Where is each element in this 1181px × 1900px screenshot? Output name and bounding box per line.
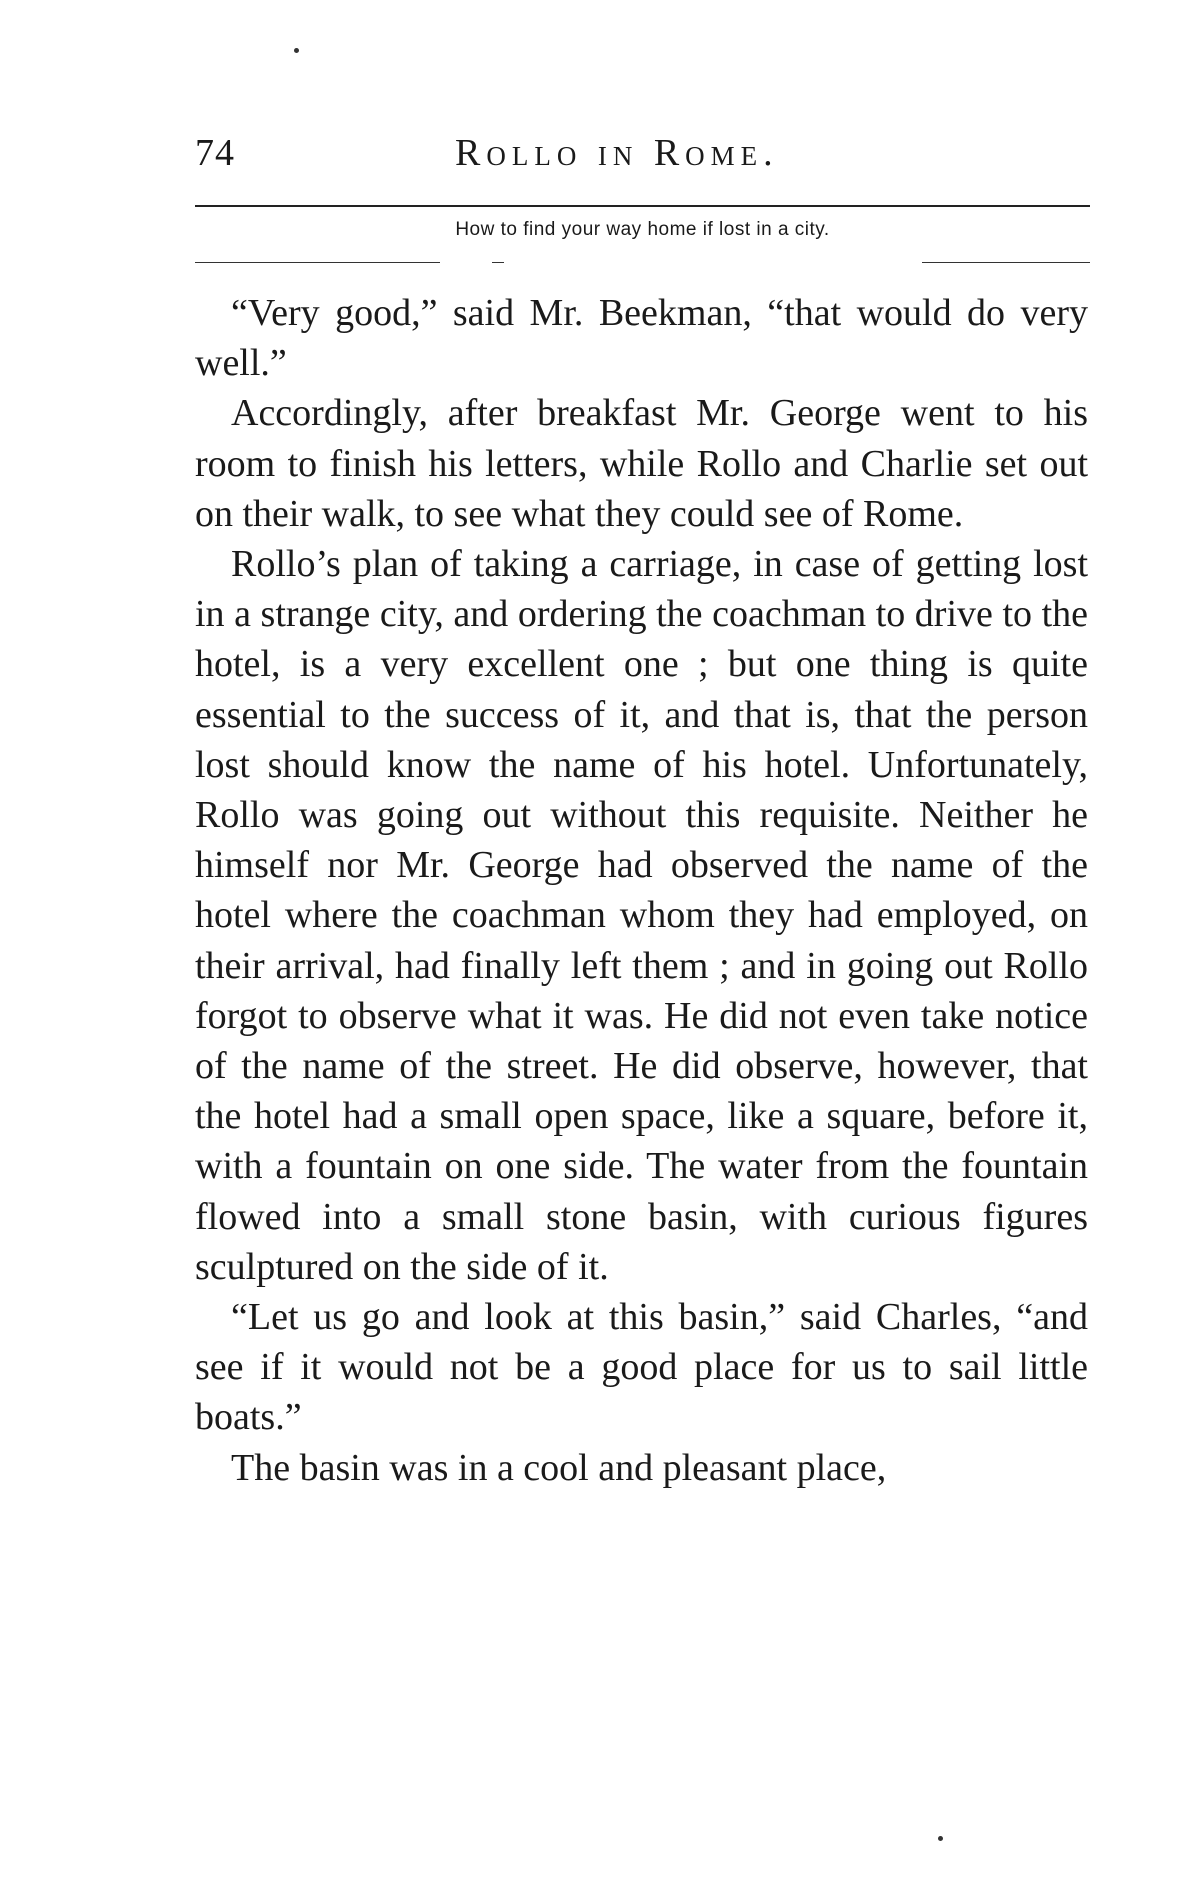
page-number: 74 bbox=[195, 132, 235, 174]
header-rule bbox=[195, 205, 1090, 207]
paragraph: “Let us go and look at this basin,” said Charles, “and see if it would not be a good place for us to sail little boats.” bbox=[195, 1296, 1088, 1439]
paragraph: “Very good,” said Mr. Beekman, “that would do very well.” bbox=[195, 292, 1088, 385]
subhead-rule-right bbox=[922, 262, 1090, 263]
body-text bbox=[195, 288, 1088, 1493]
ink-speck bbox=[294, 48, 299, 53]
paragraph: The basin was in a cool and pleasant place, bbox=[231, 1446, 887, 1489]
paragraph: Rollo’s plan of taking a carriage, in case of getting lost in a strange city, and ordering the coachman to drive to the hotel, is a very excellent one ; but one thing is quite essential to the success of it, and that is, that the person lost should know the name of his hotel. Unfortunately, Rollo was going out without this requisite. Neither he himself nor Mr. George had observed the name of the hotel where the coachman whom they had employed, on their arrival, had finally left them ; and in going out Rollo forgot to observe what it was. He did not even take notice of the name of the street. He did observe, however, that the hotel had a small open space, like a square, before it, with a fountain on one side. The water from the fountain flowed into a small stone basin, with curious figures sculptured on the side of it. bbox=[195, 543, 1088, 1288]
paragraph: Accordingly, after breakfast Mr. George went to his room to finish his letters, while Rollo and Charlie set out on their walk, to see what they could see of Rome. bbox=[195, 392, 1088, 535]
section-subhead: How to find your way home if lost in a city. bbox=[455, 219, 830, 240]
ink-speck bbox=[938, 1836, 943, 1841]
subhead-rule-dash bbox=[492, 262, 504, 263]
subhead-rule-left bbox=[195, 262, 440, 263]
running-title: Rollo in Rome. bbox=[455, 132, 779, 174]
running-header bbox=[195, 128, 1090, 178]
